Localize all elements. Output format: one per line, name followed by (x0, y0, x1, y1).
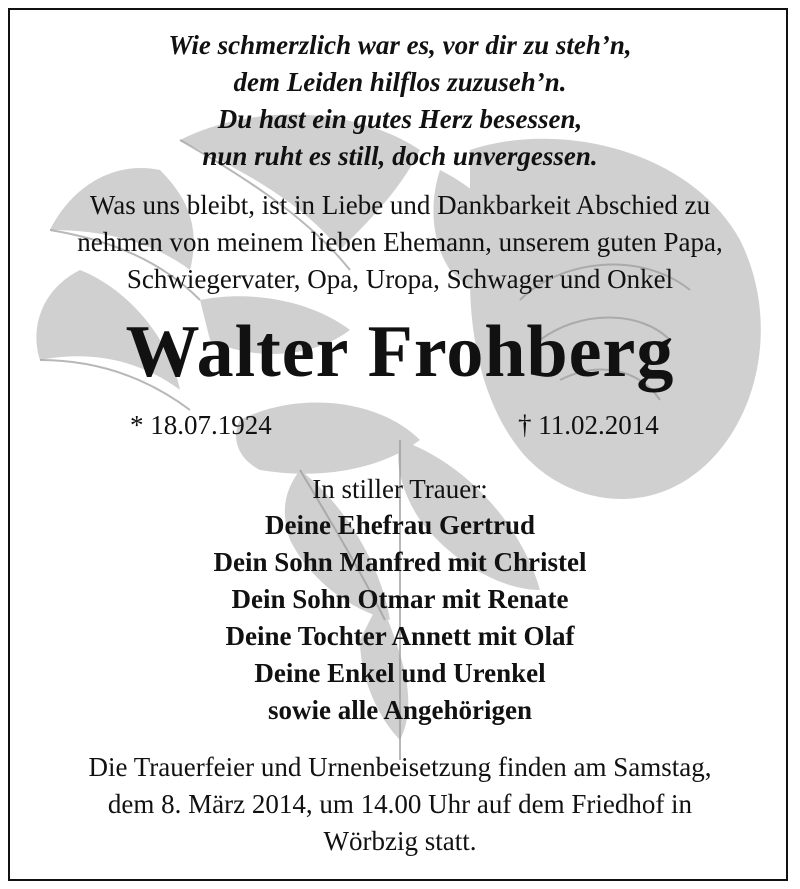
closing-line-3: Wörbzig statt. (323, 826, 477, 856)
closing-line-1: Die Trauerfeier und Urnenbeisetzung finden am Samstag, (88, 752, 712, 782)
closing-line-2: dem 8. März 2014, um 14.00 Uhr auf dem Friedhof in (107, 789, 693, 819)
intro-line-1: Was uns bleibt, ist in Liebe und Dankbarkeit Abschied zu (89, 190, 711, 220)
mourner-line: Deine Ehefrau Gertrud (265, 510, 535, 540)
birth-date: * 18.07.1924 (130, 410, 272, 440)
verse-line-1: Wie schmerzlich war es, vor dir zu steh’n, (168, 30, 632, 60)
mourner-line: Dein Sohn Otmar mit Renate (231, 584, 569, 614)
mourning-heading: In stiller Trauer: (312, 474, 488, 504)
intro-line-3: Schwiegervater, Opa, Uropa, Schwager und Onkel (126, 264, 674, 294)
intro-line-2: nehmen von meinem lieben Ehemann, unserem guten Papa, (77, 227, 723, 257)
death-date: † 11.02.2014 (518, 410, 659, 440)
mourner-line: Dein Sohn Manfred mit Christel (213, 547, 587, 577)
verse-line-3: Du hast ein gutes Herz besessen, (217, 104, 583, 134)
mourner-line: sowie alle Angehörigen (268, 695, 532, 725)
verse-line-2: dem Leiden hilflos zuzuseh’n. (233, 67, 567, 97)
verse-line-4: nun ruht es still, doch unvergessen. (202, 141, 598, 171)
mourner-line: Deine Enkel und Urenkel (254, 658, 546, 688)
mourner-line: Deine Tochter Annett mit Olaf (225, 621, 575, 651)
deceased-name: Walter Frohberg (125, 311, 675, 393)
